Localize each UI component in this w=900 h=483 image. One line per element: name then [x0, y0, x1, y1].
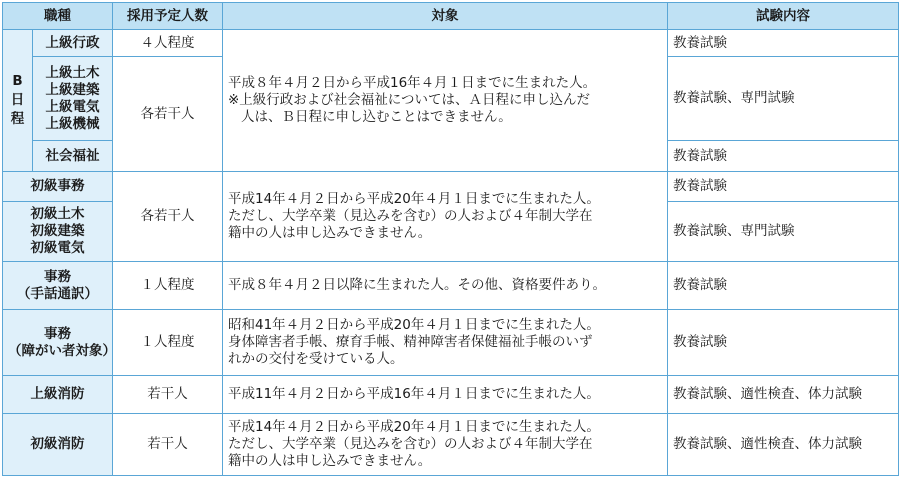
table-row — [3, 172, 899, 202]
header-exam: 試験内容 — [668, 3, 899, 30]
exam-cell: 教養試験、適性検査、体力試験 — [668, 376, 899, 414]
target-cell: 平成８年４月２日以降に生まれた人。その他、資格要件あり。 — [223, 262, 668, 310]
job-cell: 初級消防 — [3, 414, 113, 476]
b-schedule-label: B 日 程 — [3, 30, 33, 172]
count-cell: １人程度 — [113, 310, 223, 376]
target-cell: 平成８年４月２日から平成16年４月１日までに生まれた人。 ※上級行政および社会福祉については、Ａ日程に申し込んだ 人は、Ｂ日程に申し込むことはできません。 — [223, 30, 668, 172]
exam-cell: 教養試験 — [668, 310, 899, 376]
exam-cell: 教養試験 — [668, 172, 899, 202]
exam-cell: 教養試験、適性検査、体力試験 — [668, 414, 899, 476]
exam-cell: 教養試験、専門試験 — [668, 202, 899, 262]
header-row — [3, 3, 899, 30]
job-cell: 社会福祉 — [33, 141, 113, 172]
job-cell: 上級消防 — [3, 376, 113, 414]
job-cell: 上級行政 — [33, 30, 113, 57]
count-cell: １人程度 — [113, 262, 223, 310]
table-row — [3, 30, 899, 57]
count-cell: 若干人 — [113, 376, 223, 414]
table-row — [3, 376, 899, 414]
target-cell: 平成14年４月２日から平成20年４月１日までに生まれた人。 ただし、大学卒業（見込みを含む）の人および４年制大学在 籍中の人は申し込みできません。 — [223, 414, 668, 476]
exam-schedule-table — [2, 2, 899, 476]
table-row — [3, 310, 899, 376]
job-cell: 事務 （障がい者対象） — [3, 310, 113, 376]
exam-cell: 教養試験 — [668, 30, 899, 57]
header-target: 対象 — [223, 3, 668, 30]
exam-cell: 教養試験 — [668, 262, 899, 310]
count-cell: 各若干人 — [113, 172, 223, 262]
exam-cell: 教養試験、専門試験 — [668, 57, 899, 141]
table-row — [3, 414, 899, 476]
header-count: 採用予定人数 — [113, 3, 223, 30]
job-cell: 初級事務 — [3, 172, 113, 202]
header-job: 職種 — [3, 3, 113, 30]
target-cell: 平成11年４月２日から平成16年４月１日までに生まれた人。 — [223, 376, 668, 414]
target-cell: 昭和41年４月２日から平成20年４月１日までに生まれた人。 身体障害者手帳、療育手帳、精神障害者保健福祉手帳のいず れかの交付を受けている人。 — [223, 310, 668, 376]
count-cell: 若干人 — [113, 414, 223, 476]
job-cell: 事務 （手話通訳） — [3, 262, 113, 310]
target-cell: 平成14年４月２日から平成20年４月１日までに生まれた人。 ただし、大学卒業（見込みを含む）の人および４年制大学在 籍中の人は申し込みできません。 — [223, 172, 668, 262]
job-cell: 初級土木 初級建築 初級電気 — [3, 202, 113, 262]
table-row — [3, 262, 899, 310]
job-cell: 上級土木 上級建築 上級電気 上級機械 — [33, 57, 113, 141]
count-cell: ４人程度 — [113, 30, 223, 57]
exam-cell: 教養試験 — [668, 141, 899, 172]
count-cell: 各若干人 — [113, 57, 223, 172]
